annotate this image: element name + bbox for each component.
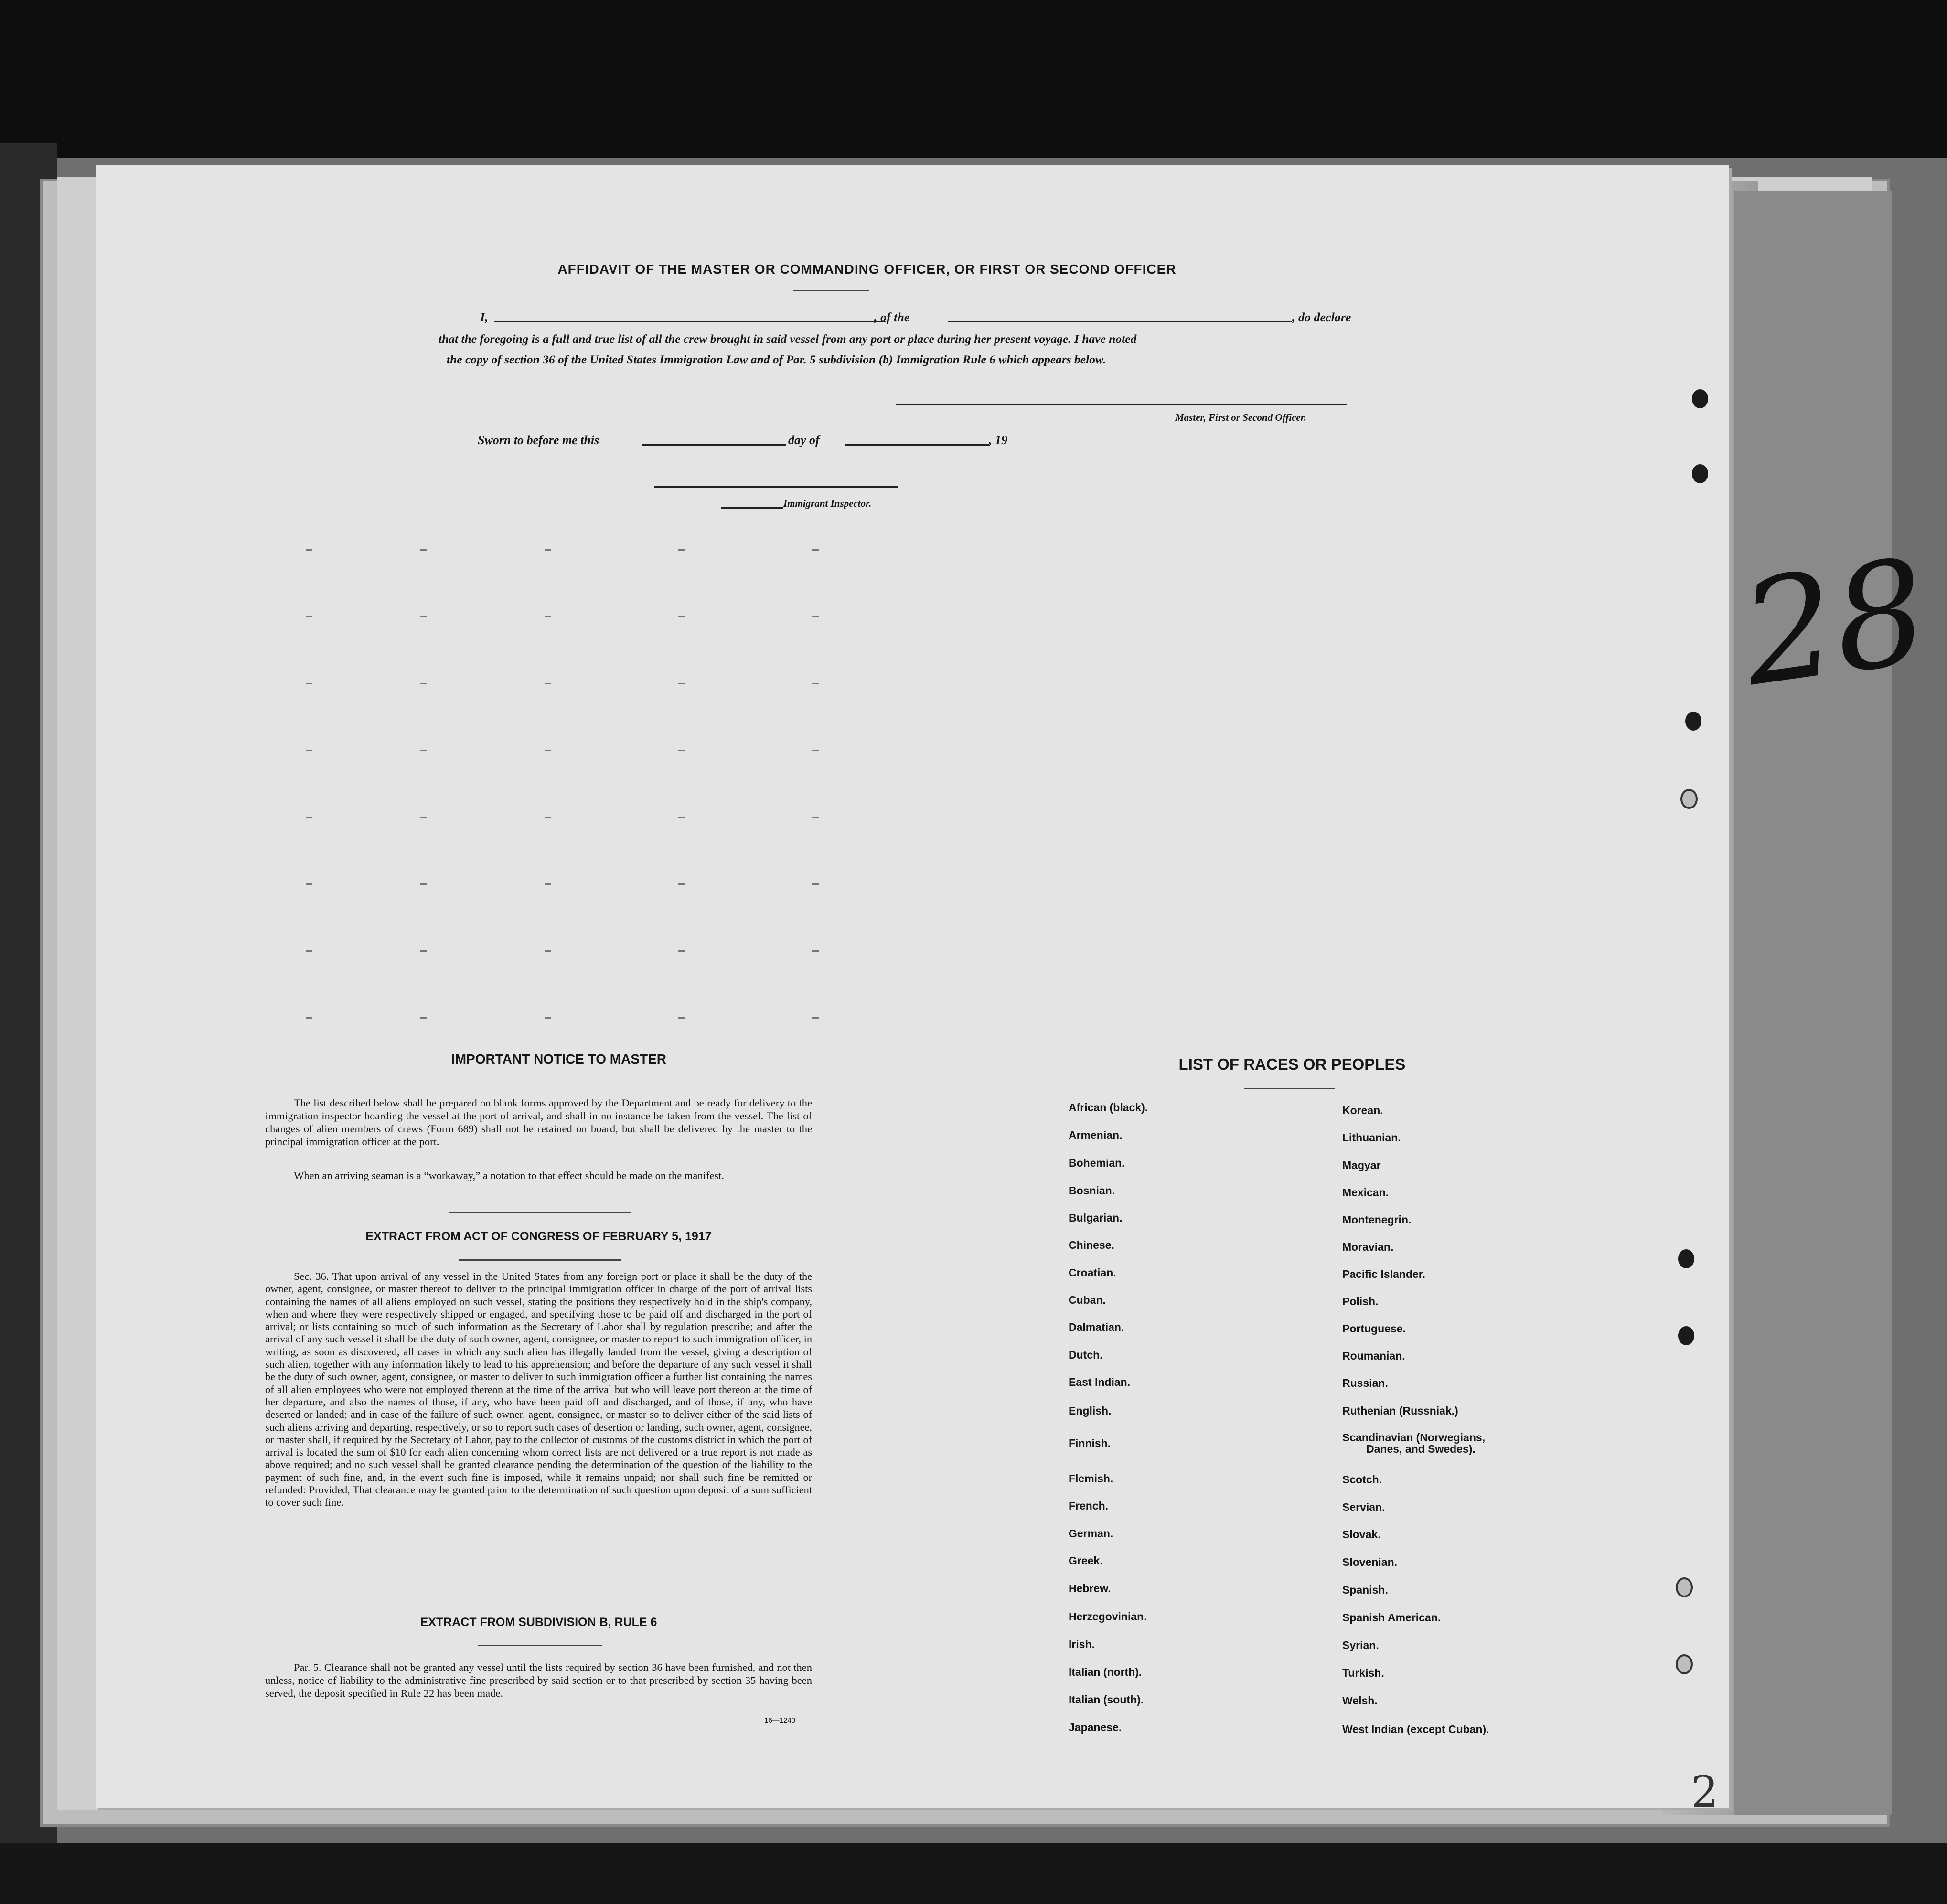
punch-hole: [1678, 1326, 1694, 1345]
race-item: Scandinavian (Norwegians,: [1342, 1431, 1486, 1444]
race-item: Italian (south).: [1069, 1693, 1144, 1706]
notice-paragraph-1-text: The list described below shall be prepared on blank forms approved by the Department and be ready for delivery to the immigration inspector boarding the vessel at the port of arrival, and shall in no instance be taken from the vessel. The list of changes of alien members of crews (Form 689) shall not be retained on board, but shall be delivered by the master to the principal immigration officer at the port.: [265, 1097, 812, 1148]
sworn-day-line: [642, 444, 786, 446]
handwritten-mark: 2: [1691, 1767, 1719, 1817]
affidavit-of-the-label: , of the: [874, 310, 910, 324]
notice-heading: IMPORTANT NOTICE TO MASTER: [451, 1052, 667, 1066]
race-item: Mexican.: [1342, 1186, 1389, 1199]
race-item: Slovenian.: [1342, 1556, 1398, 1568]
race-item: Spanish.: [1342, 1584, 1388, 1596]
handwritten-page-number: 28: [1733, 528, 1937, 718]
race-item: Finnish.: [1069, 1437, 1111, 1449]
race-item: Roumanian.: [1342, 1350, 1405, 1362]
race-item-continuation: Danes, and Swedes).: [1366, 1443, 1476, 1455]
race-item: Armenian.: [1069, 1129, 1123, 1141]
extract-act-text: [265, 1270, 812, 1509]
scanner-bottom-border: [0, 1843, 1947, 1904]
race-item: Bosnian.: [1069, 1184, 1115, 1197]
race-item: Portuguese.: [1342, 1322, 1406, 1335]
race-item: West Indian (except Cuban).: [1342, 1723, 1489, 1735]
book-binding: [1734, 191, 1892, 1815]
race-item: Spanish American.: [1342, 1611, 1441, 1624]
affidavit-line2: that the foregoing is a full and true list of all the crew brought in said vessel from any port or place during her present voyage. I have noted: [439, 332, 1137, 346]
affidavit-name-line: [494, 321, 886, 322]
heading-rule: [793, 290, 869, 291]
master-signature-label: Master, First or Second Officer.: [1175, 412, 1306, 423]
extract-rule-text: [265, 1661, 812, 1700]
race-item: Croatian.: [1069, 1266, 1116, 1279]
race-item: Magyar: [1342, 1159, 1381, 1171]
affidavit-i-label: I,: [480, 310, 488, 324]
race-item: Welsh.: [1342, 1694, 1378, 1707]
race-item: Dalmatian.: [1069, 1321, 1124, 1333]
races-rule: [1244, 1088, 1335, 1089]
race-item: Cuban.: [1069, 1294, 1106, 1306]
notice-paragraph-2-text: When an arriving seaman is a “workaway,” a notation to that effect should be made on the manifest.: [294, 1170, 724, 1181]
inspector-label: Immigrant Inspector.: [783, 498, 872, 509]
form-number: 16—1240: [764, 1716, 796, 1724]
race-item: Scotch.: [1342, 1473, 1382, 1486]
affidavit-declare-label: , do declare: [1292, 310, 1351, 324]
punch-hole: [1685, 712, 1701, 731]
extract-rule-rule: [478, 1645, 602, 1646]
race-item: Lithuanian.: [1342, 1131, 1401, 1144]
extract-rule-heading: EXTRACT FROM SUBDIVISION B, RULE 6: [420, 1616, 657, 1629]
race-item: Moravian.: [1342, 1241, 1394, 1253]
race-item: Korean.: [1342, 1104, 1383, 1117]
affidavit-line3: the copy of section 36 of the United States Immigration Law and of Par. 5 subdivision (b) Immigration Rule 6 which appears below.: [447, 352, 1106, 366]
race-item: German.: [1069, 1527, 1113, 1540]
inspector-signature-line: [654, 486, 898, 488]
notice-rule: [449, 1212, 631, 1213]
race-item: East Indian.: [1069, 1376, 1131, 1388]
race-item: Hebrew.: [1069, 1582, 1111, 1595]
affidavit-heading: AFFIDAVIT OF THE MASTER OR COMMANDING OFFICER, OR FIRST OR SECOND OFFICER: [557, 262, 1177, 277]
extract-act-rule: [459, 1259, 621, 1261]
race-item: Turkish.: [1342, 1667, 1384, 1679]
notice-paragraph-1: [265, 1096, 812, 1148]
race-item: Greek.: [1069, 1554, 1103, 1567]
punch-hole: [1676, 1577, 1693, 1597]
year-label: , 19: [989, 433, 1007, 447]
race-item: French.: [1069, 1500, 1109, 1512]
race-item: African (black).: [1069, 1101, 1148, 1114]
race-item: Bohemian.: [1069, 1157, 1125, 1169]
races-heading: LIST OF RACES OR PEOPLES: [1178, 1055, 1406, 1073]
master-signature-line: [896, 404, 1347, 405]
race-item: Polish.: [1342, 1295, 1379, 1308]
race-item: Japanese.: [1069, 1721, 1122, 1734]
race-item: Irish.: [1069, 1638, 1095, 1650]
race-item: Dutch.: [1069, 1349, 1103, 1361]
sworn-month-line: [845, 444, 989, 446]
race-item: Syrian.: [1342, 1639, 1379, 1651]
race-item: Italian (north).: [1069, 1666, 1142, 1678]
race-item: Montenegrin.: [1342, 1213, 1412, 1226]
race-item: Ruthenian (Russniak.): [1342, 1404, 1458, 1417]
race-item: English.: [1069, 1404, 1112, 1417]
race-item: Slovak.: [1342, 1528, 1381, 1541]
punch-hole: [1692, 464, 1708, 483]
punch-hole: [1680, 789, 1698, 809]
sworn-label: Sworn to before me this: [478, 433, 599, 447]
notice-paragraph-2: [265, 1169, 812, 1182]
scanner-top-border: [0, 0, 1947, 158]
extract-act-text-body: Sec. 36. That upon arrival of any vessel in the United States from any foreign port or place it shall be the duty of the owner, agent, consignee, or master thereof to deliver to the principal immigration officer in charge of the port of arrival lists containing the names of all aliens employed on such vessel, stating the positions they respectively hold in the ship's company, when and where they were respectively shipped or engaged, and specifying those to be paid off and discharged in the port of arrival; or lists containing so much of such information as the Secretary of Labor shall by regulation prescribe; and after the arrival of any such vessel it shall be the duty of such owner, agent, consignee, or master to report to such immigration officer, in writing, as soon as discovered, all cases in which any such alien has illegally landed from the vessel, giving a description of such alien, together with any information likely to lead to his apprehension; and before the departure of any such vessel it shall be the duty of such owner, agent, consignee, or master to deliver to such immigration officer a further list containing the names of all alien employees who were not employed thereon at the time of the arrival but who will leave port thereon at the time of her departure, and also the names of those, if any, who have been paid off and discharged, and of those, if any, who have deserted or landed; and in case of the failure of such owner, agent, consignee, or master so to deliver either of the said lists of such aliens arriving and departing, respectively, or so to report such cases of desertion or landing, such owner, agent, consignee, or master shall, if required by the Secretary of Labor, pay to the collector of customs of the customs district in which the port of arrival is located the sum of $10 for each alien concerning whom correct lists are not delivered or a true report is not made as above required; and no such vessel shall be granted clearance pending the determination of the question of the liability to the payment of such fine, and, in the event such fine is imposed, while it remains unpaid; nor shall such fine be remitted or refunded: Provided, That clearance may be granted prior to the determination of such question upon deposit of a sum sufficient to cover such fine.: [265, 1270, 812, 1509]
punch-hole: [1692, 389, 1708, 408]
affidavit-vessel-line: [948, 321, 1292, 322]
manifest-page: [96, 165, 1729, 1808]
extract-act-heading: EXTRACT FROM ACT OF CONGRESS OF FEBRUARY 5, 1917: [365, 1230, 712, 1243]
race-item: Chinese.: [1069, 1239, 1114, 1251]
punch-hole: [1678, 1249, 1694, 1268]
race-item: Russian.: [1342, 1377, 1388, 1389]
inspector-short-line: [721, 507, 783, 509]
extract-rule-text-body: Par. 5. Clearance shall not be granted any vessel until the lists required by section 36 have been furnished, and not then unless, notice of liability to the administrative fine prescribed by said section or to that prescribed by section 35 having been served, the deposit specified in Rule 22 has been made.: [265, 1661, 812, 1699]
race-item: Servian.: [1342, 1501, 1385, 1513]
race-item: Bulgarian.: [1069, 1212, 1123, 1224]
punch-hole: [1676, 1654, 1693, 1674]
day-of-label: day of: [788, 433, 820, 447]
race-item: Pacific Islander.: [1342, 1268, 1425, 1280]
race-item: Herzegovinian.: [1069, 1610, 1147, 1623]
race-item: Flemish.: [1069, 1472, 1113, 1485]
